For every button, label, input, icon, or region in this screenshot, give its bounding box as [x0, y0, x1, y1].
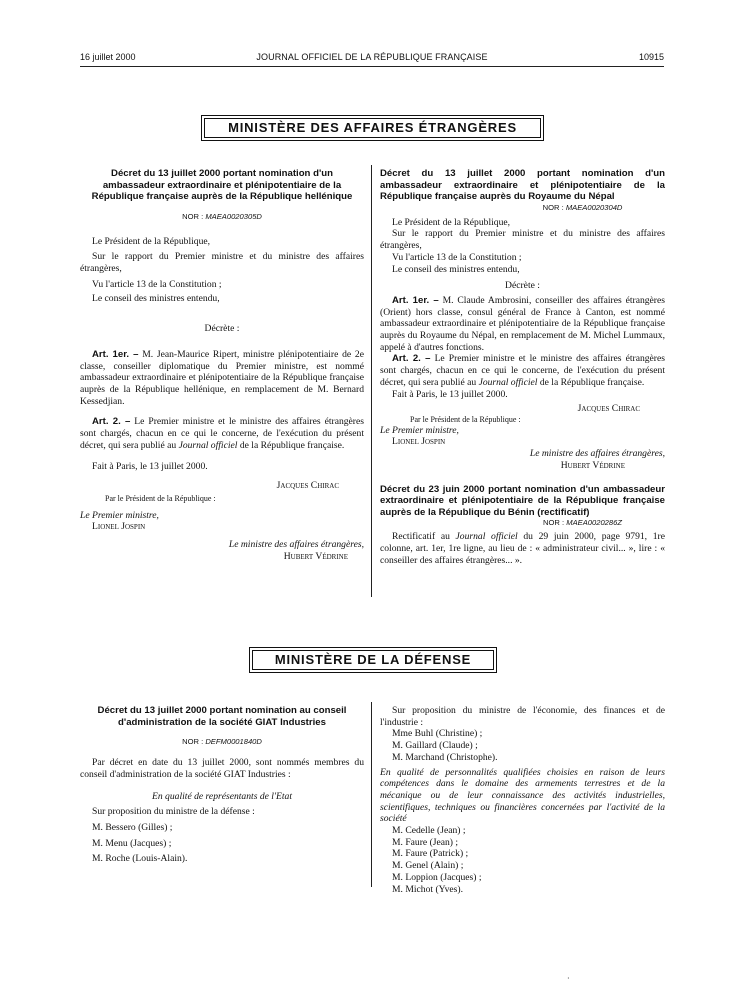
nor-reference: NOR : MAEA0020286Z	[543, 518, 622, 528]
qualified-heading: En qualité de personnalités qualifiées choisies en raison de leurs compétences dans le domaine des armements terrestres et de la mécanique ou de leur connaissance des activités industrielles, scientifiques, techniques ou financières concernées par l'activité de la société	[380, 766, 665, 825]
nor-reference: NOR : DEFM0001840D	[182, 737, 262, 746]
member: M. Menu (Jacques) ;	[92, 837, 172, 849]
rectificatif-body: Rectificatif au Journal officiel du 29 juin 2000, page 9791, 1re colonne, art. 1er, 1re ligne, au lieu de : « administrateur civil... », lire : « conseiller des affaires étrangères... ».	[380, 531, 665, 566]
mae-name: Hubert Védrine	[283, 550, 348, 562]
eco-proposal: Sur proposition du ministre de l'économie, des finances et de l'industrie :	[380, 705, 665, 728]
paragraph: Le Président de la République,	[92, 235, 211, 247]
intro: Par décret en date du 13 juillet 2000, sont nommés membres du conseil d'administration de la société GIAT Industries :	[80, 757, 364, 780]
pm-title: Le Premier ministre,	[380, 424, 459, 436]
member: M. Roche (Louis-Alain).	[92, 853, 188, 865]
decret-grece	[80, 168, 364, 563]
member: M. Marchand (Christophe).	[392, 751, 498, 763]
header-page-number: 10915	[638, 52, 664, 62]
ministry-box-defense	[249, 647, 497, 673]
fait-a-paris: Fait à Paris, le 13 juillet 2000.	[392, 388, 508, 400]
header-rule	[80, 66, 664, 67]
header-journal-title: JOURNAL OFFICIEL DE LA RÉPUBLIQUE FRANÇAISE	[256, 52, 488, 62]
pm-name: Lionel Jospin	[92, 521, 146, 533]
paragraph: Le Président de la République,	[392, 216, 511, 228]
ministry-heading: MINISTÈRE DE LA DÉFENSE	[252, 650, 494, 670]
pm-name: Lionel Jospin	[392, 436, 446, 448]
decret-title: Décret du 23 juin 2000 portant nomination d'un ambassadeur extraordinaire et plénipotentiaire de la République française auprès de la République du Bénin (rectificatif)	[380, 483, 665, 518]
print-mark: ·	[567, 974, 570, 983]
paragraph: Sur le rapport du Premier ministre et du ministre des affaires étrangères,	[80, 251, 364, 275]
decret-title: Décret du 13 juillet 2000 portant nomination d'un ambassadeur extraordinaire et plénipotentiaire de la République française auprès du Royaume du Népal	[380, 168, 665, 202]
header-date: 16 juillet 2000	[80, 52, 136, 62]
member: M. Michot (Yves).	[392, 883, 463, 895]
decret-title: Décret du 13 juillet 2000 portant nomination d'un ambassadeur extraordinaire et plénipotentiaire de la République française auprès de la République hellénique	[91, 168, 353, 202]
decret-title: Décret du 13 juillet 2000 portant nomination au conseil d'administration de la société GIAT Industries	[97, 705, 347, 728]
ministry-box-affaires-etrangeres	[201, 115, 544, 141]
par-le-president: Par le Président de la République :	[410, 415, 521, 424]
pm-title: Le Premier ministre,	[80, 509, 159, 521]
paragraph: Vu l'article 13 de la Constitution ;	[92, 278, 222, 290]
decrete: Décrète :	[505, 280, 540, 292]
nor-reference: NOR : MAEA0020304D	[542, 202, 623, 212]
decret-nepal	[380, 168, 665, 566]
paragraph: Vu l'article 13 de la Constitution ;	[392, 251, 522, 263]
nor-reference: NOR : MAEA0020305D	[182, 211, 262, 221]
member: M. Gaillard (Claude) ;	[392, 740, 478, 752]
decret-giat-right	[380, 705, 665, 895]
signature-president: Jacques Chirac	[276, 480, 339, 492]
paragraph: Sur le rapport du Premier ministre et du ministre des affaires étrangères,	[380, 228, 665, 252]
signature-president: Jacques Chirac	[577, 403, 640, 415]
member: M. Faure (Jean) ;	[392, 836, 459, 848]
article-2: Art. 2. – Le Premier ministre et le ministre des affaires étrangères sont chargés, chacun en ce qui le concerne, de l'exécution du présent décret, qui sera publié au Journal officiel de la République française.	[80, 416, 364, 451]
running-header	[80, 52, 664, 65]
paragraph: Le conseil des ministres entendu,	[92, 292, 220, 304]
decrete: Décrète :	[204, 323, 240, 335]
column-divider	[371, 165, 372, 597]
fait-a-paris: Fait à Paris, le 13 juillet 2000.	[92, 460, 208, 472]
article-2: Art. 2. – Le Premier ministre et le ministre des affaires étrangères sont chargés, chacun en ce qui le concerne, de l'exécution du présent décret, qui sera publié au Journal officiel de la République française.	[380, 353, 665, 388]
etat-heading: En qualité de représentants de l'Etat	[152, 790, 292, 802]
member: M. Genel (Alain) ;	[392, 860, 464, 872]
member: Mme Buhl (Christine) ;	[392, 728, 483, 740]
decret-giat-left	[80, 705, 364, 865]
member: M. Cedelle (Jean) ;	[392, 825, 466, 837]
member: M. Loppion (Jacques) ;	[392, 871, 482, 883]
member: M. Faure (Patrick) ;	[392, 848, 469, 860]
article-1: Art. 1er. – M. Claude Ambrosini, conseiller des affaires étrangères (Orient) hors classe, consul général de France à Canton, est nommé ambassadeur extraordinaire et plénipotentiaire de la République française auprès du Royaume du Népal, en remplacement de M. Michel Lummaux, appelé à d'autres fonctions.	[380, 294, 665, 353]
column-divider	[371, 702, 372, 887]
par-le-president: Par le Président de la République :	[105, 494, 216, 503]
article-1: Art. 1er. – M. Jean-Maurice Ripert, ministre plénipotentiaire de 2e classe, conseiller diplomatique du Premier ministre, est nommé ambassadeur extraordinaire et plénipotentiaire de la République française auprès de la République hellénique, en remplacement de M. Bernard Kessedjian.	[80, 348, 364, 407]
ministry-heading: MINISTÈRE DES AFFAIRES ÉTRANGÈRES	[204, 118, 541, 138]
member: M. Bessero (Gilles) ;	[92, 822, 173, 834]
decret-benin	[380, 484, 665, 567]
paragraph: Le conseil des ministres entendu,	[392, 263, 520, 275]
defense-proposal: Sur proposition du ministre de la défense :	[92, 806, 255, 818]
mae-title: Le ministre des affaires étrangères,	[228, 539, 364, 551]
mae-title: Le ministre des affaires étrangères,	[529, 448, 665, 460]
mae-name: Hubert Védrine	[560, 459, 625, 471]
